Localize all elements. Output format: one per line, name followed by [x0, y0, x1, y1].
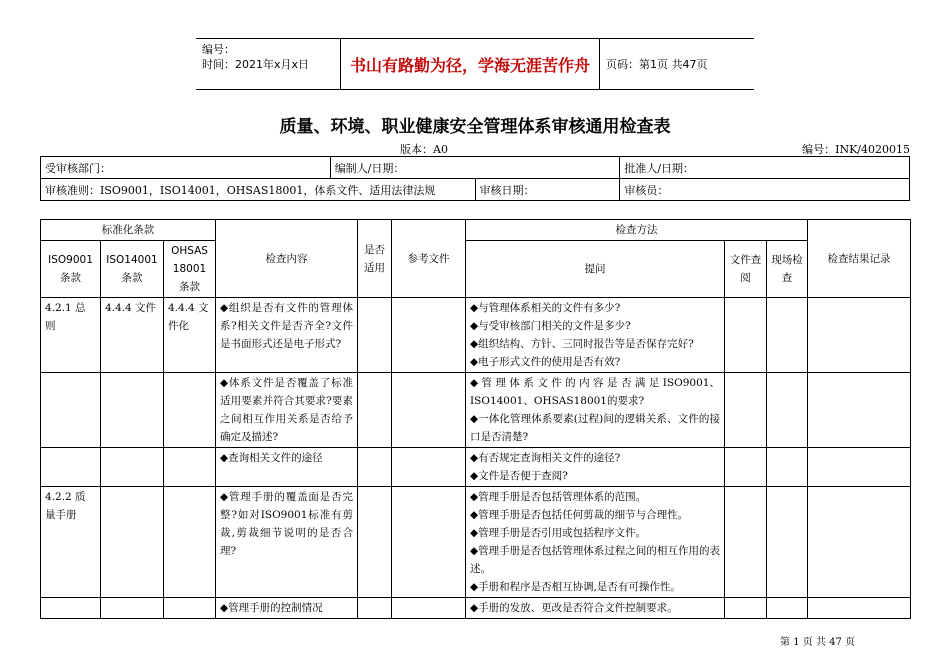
table-row: [41, 373, 911, 448]
document-title: 质量、环境、职业健康安全管理体系审核通用检查表: [279, 117, 671, 137]
question-item: ◆管理手册是否引用或包括程序文件。: [470, 527, 647, 539]
doc-review-cell[interactable]: [725, 487, 767, 598]
question-item: ◆管理手册是否包括管理体系过程之间的相互作用的表述。: [470, 545, 720, 575]
ref-doc-cell[interactable]: [392, 298, 466, 373]
question-item: ◆手册的发放、更改是否符合文件控制要求。: [470, 602, 678, 614]
applicable-cell[interactable]: [358, 448, 392, 487]
document-code: 编号：INK/4020015: [802, 143, 910, 156]
question-item: ◆管理手册是否包括管理体系的范围。: [470, 491, 647, 503]
std-clause-header: 标准化条款: [41, 220, 216, 241]
site-check-cell[interactable]: [767, 487, 808, 598]
site-check-cell[interactable]: [767, 373, 808, 448]
ref-doc-cell[interactable]: [392, 598, 466, 619]
header-left: [202, 42, 309, 72]
site-check-cell[interactable]: [767, 298, 808, 373]
header-page: 页码：第1页 共47页: [606, 58, 708, 71]
table-row: [41, 298, 911, 373]
applicable-cell[interactable]: [358, 598, 392, 619]
ref-doc-cell[interactable]: [392, 487, 466, 598]
ref-doc-cell[interactable]: [392, 373, 466, 448]
iso9001-clause: 4.2.1 总则: [41, 298, 101, 373]
question-item: ◆ 管 理 体 系 文 件 的 内 容 是 否 满 足 ISO9001、ISO14001、OHSAS18001的要求?: [470, 377, 720, 407]
applicable-cell[interactable]: [358, 373, 392, 448]
site-check-header: 现场检查: [767, 241, 808, 298]
question-item: ◆手册和程序是否相互协调,是否有可操作性。: [470, 581, 681, 593]
check-content: ◆管理手册的覆盖面是否完整?如对ISO9001标准有剪裁,剪裁细节说明的是否合理?: [216, 487, 358, 598]
audit-criteria: 审核准则：ISO9001，ISO14001，OHSAS18001，体系文件、适用法律法规: [41, 179, 476, 201]
ref-doc-cell[interactable]: [392, 448, 466, 487]
iso14001-clause: [101, 598, 164, 619]
question-item: ◆与管理体系相关的文件有多少?: [470, 302, 621, 314]
check-content: ◆体系文件是否覆盖了标准适用要素并符合其要求?要素之间相互作用关系是否给予确定及描述?: [216, 373, 358, 448]
doc-review-header: 文件查阅: [725, 241, 767, 298]
applicable-cell[interactable]: [358, 298, 392, 373]
result-header: 检查结果记录: [808, 220, 911, 298]
question-item: ◆电子形式文件的使用是否有效?: [470, 356, 621, 368]
iso14001-header: ISO14001条款: [101, 241, 164, 298]
page-footer: 第 1 页 共 47 页: [780, 637, 855, 648]
site-check-cell[interactable]: [767, 448, 808, 487]
ohsas-clause: [164, 373, 216, 448]
question-item: ◆有否规定查询相关文件的途径?: [470, 452, 621, 464]
table-row: [41, 448, 911, 487]
question-list: [466, 448, 725, 487]
iso14001-clause: 4.4.4 文件: [101, 298, 164, 373]
result-cell[interactable]: [808, 448, 911, 487]
header-motto: 书山有路勤为径，学海无涯苦作舟: [340, 39, 600, 89]
question-item: ◆文件是否便于查阅?: [470, 470, 568, 482]
iso9001-header: ISO9001条款: [41, 241, 101, 298]
audited-dept: 受审核部门：: [41, 157, 331, 179]
version-label: 版本：A0: [400, 143, 448, 156]
result-cell[interactable]: [808, 487, 911, 598]
result-cell[interactable]: [808, 598, 911, 619]
iso9001-clause: [41, 448, 101, 487]
question-item: ◆管理手册是否包括任何剪裁的细节与合理性。: [470, 509, 689, 521]
question-list: [466, 487, 725, 598]
ohsas-clause: [164, 598, 216, 619]
iso14001-clause: [101, 487, 164, 598]
header-number: 编号：: [202, 43, 235, 56]
audit-date: 审核日期：: [475, 179, 620, 201]
ohsas-clause: 4.4.4 文件化: [164, 298, 216, 373]
table-row: [41, 598, 911, 619]
question-list: [466, 298, 725, 373]
result-cell[interactable]: [808, 373, 911, 448]
method-header: 检查方法: [466, 220, 808, 241]
question-item: ◆组织结构、方针、三同时报告等是否保存完好?: [470, 338, 694, 350]
table-row: [41, 487, 911, 598]
iso9001-clause: [41, 373, 101, 448]
applicable-header: 是否适用: [358, 220, 392, 298]
content-header: 检查内容: [216, 220, 358, 298]
applicable-cell[interactable]: [358, 487, 392, 598]
question-list: [466, 373, 725, 448]
page-header: [196, 38, 754, 90]
check-content: ◆查询相关文件的途径: [216, 448, 358, 487]
check-content: ◆组织是否有文件的管理体系?相关文件是否齐全?文件是书面形式还是电子形式?: [216, 298, 358, 373]
ohsas-header: OHSAS 18001条款: [164, 241, 216, 298]
header-time: 时间：2021年x月x日: [202, 58, 310, 71]
checklist-table: [40, 219, 911, 619]
auditor: 审核员：: [620, 179, 910, 201]
approver-date: 批准人/日期：: [620, 157, 910, 179]
site-check-cell[interactable]: [767, 598, 808, 619]
question-item: ◆与受审核部门相关的文件是多少?: [470, 320, 631, 332]
audit-info-table: [40, 156, 910, 201]
doc-review-cell[interactable]: [725, 373, 767, 448]
doc-review-cell[interactable]: [725, 298, 767, 373]
question-list: [466, 598, 725, 619]
result-cell[interactable]: [808, 298, 911, 373]
iso14001-clause: [101, 373, 164, 448]
compiler-date: 编制人/日期：: [330, 157, 620, 179]
question-item: ◆一体化管理体系要素(过程)间的逻辑关系、文件的接口是否清楚?: [470, 413, 720, 443]
doc-review-cell[interactable]: [725, 448, 767, 487]
iso9001-clause: [41, 598, 101, 619]
iso14001-clause: [101, 448, 164, 487]
check-content: ◆管理手册的控制情况: [216, 598, 358, 619]
iso9001-clause: 4.2.2 质量手册: [41, 487, 101, 598]
doc-review-cell[interactable]: [725, 598, 767, 619]
question-header: 提问: [466, 241, 725, 298]
ohsas-clause: [164, 487, 216, 598]
ohsas-clause: [164, 448, 216, 487]
ref-doc-header: 参考文件: [392, 220, 466, 298]
